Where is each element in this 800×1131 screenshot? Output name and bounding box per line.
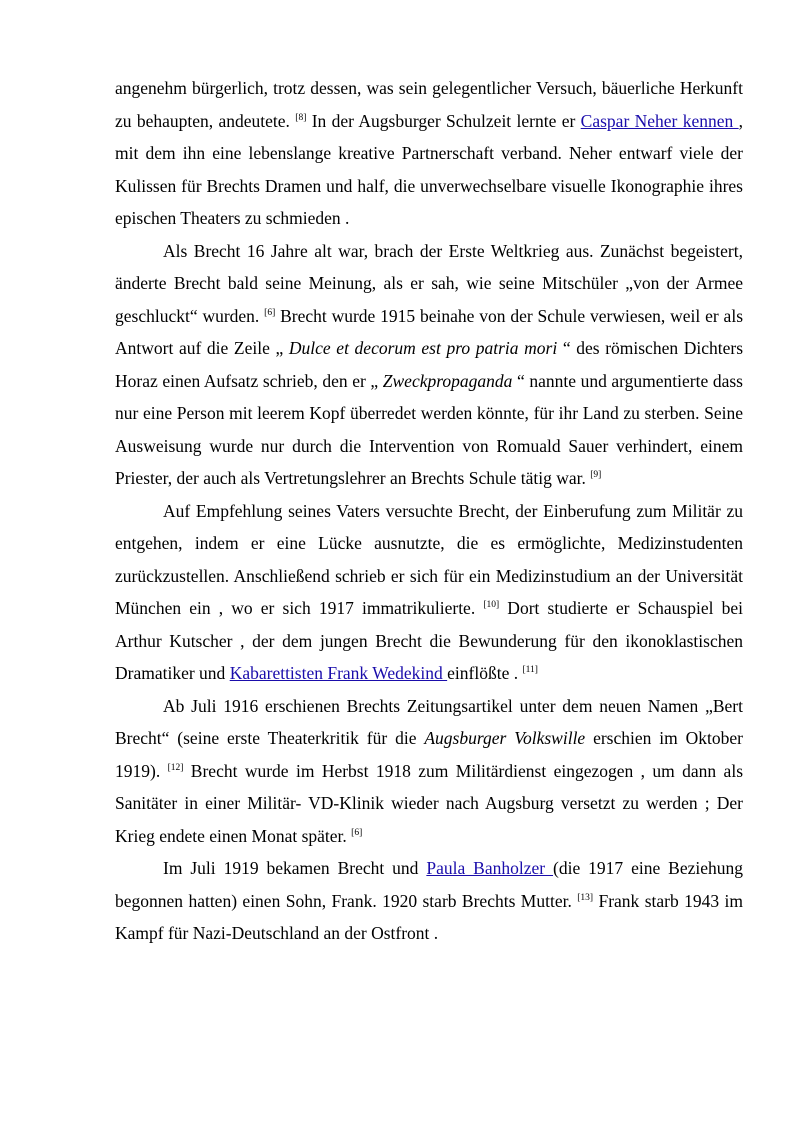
wiki-link[interactable]: Paula Banholzer (426, 858, 554, 878)
paragraph-text: Dort studierte er Schauspiel bei Arthur Kutscher , der dem jungen Brecht die Bewunderung für den ikonoklastischen Dramatiker und (115, 598, 743, 683)
paragraph-text: Ab Juli 1916 erschienen Brechts Zeitungsartikel unter dem neuen Namen „Bert Brecht“ (seine erste Theaterkritik für die (115, 695, 743, 748)
paragraph-text: (die 1917 eine Beziehung begonnen hatten) einen Sohn, Frank. 1920 starb Brechts Mutter. (115, 858, 743, 911)
paragraph-text: , mit dem ihn eine lebenslange kreative Partnerschaft verband. Neher entwarf viele der Kulissen für Brechts Dramen und half, die unverwechselbare visuelle Ikonographie ihres epischen Theaters zu schmieden . (115, 110, 743, 228)
paragraph-text: einflößte . (447, 663, 523, 683)
footnote-ref: [10] (483, 600, 500, 610)
paragraph-3 (115, 495, 743, 690)
wiki-link[interactable]: Kabarettisten Frank Wedekind (229, 663, 448, 683)
footnote-ref: [9] (590, 470, 602, 480)
paragraph-text: angenehm bürgerlich, trotz dessen, was sein gelegentlicher Versuch, bäuerliche Herkunft zu behaupten, andeutete. (115, 78, 743, 131)
footnote-ref: [11] (522, 665, 538, 675)
italic-text: Dulce et decorum est pro patria mori (288, 338, 558, 358)
footnote-ref: [6] (264, 307, 276, 318)
footnote-ref: [12] (167, 762, 184, 773)
paragraph-text: “ nannte und argumentierte dass nur eine Person mit leerem Kopf überredet werden könnte, für ihr Land zu sterben. Seine Ausweisung wurde nur durch die Intervention von Romuald Sauer verhindert, einem Priester, der auch als Vertretungslehrer an Brechts Schule tätig war. (115, 370, 743, 488)
paragraph-text: Auf Empfehlung seines Vaters versuchte Brecht, der Einberufung zum Militär zu entgehen, indem er eine Lücke ausnutzte, die es ermöglichte, Medizinstudenten zurückzustellen. Anschließend schrieb er sich für ein Medizinstudium an der Universität München ein , wo er sich 1917 immatrikulierte. (115, 500, 743, 618)
footnote-ref: [8] (295, 112, 307, 123)
italic-text: Zweckpropaganda (382, 370, 513, 391)
paragraph-4 (115, 690, 743, 853)
paragraph-text: Frank starb 1943 im Kampf für Nazi-Deutschland an der Ostfront . (115, 890, 743, 943)
paragraph-text: Brecht wurde 1915 beinahe von der Schule verwiesen, weil er als Antwort auf die Zeile „ (115, 305, 743, 358)
footnote-ref: [13] (577, 892, 594, 903)
paragraph-text: “ des römischen Dichters Horaz einen Aufsatz schrieb, den er „ (115, 338, 744, 391)
paragraph-text: Brecht wurde im Herbst 1918 zum Militärdienst eingezogen , um dann als Sanitäter in einer Militär- VD-Klinik wieder nach Augsburg versetzt zu werden ; Der Krieg endete einen Monat später. (115, 760, 743, 846)
paragraph-text: erschien im Oktober 1919). (115, 728, 743, 781)
paragraph-5 (115, 852, 743, 950)
paragraph-1 (115, 72, 743, 235)
document-body (115, 72, 743, 950)
italic-text: Augsburger Volkswille (424, 728, 586, 748)
paragraph-text: Als Brecht 16 Jahre alt war, brach der Erste Weltkrieg aus. Zunächst begeistert, änderte Brecht bald seine Meinung, als er sah, wie seine Mitschüler „von der Armee geschluckt“ wurden. (115, 240, 743, 326)
wiki-link[interactable]: Caspar Neher kennen (580, 110, 739, 131)
paragraph-2 (115, 235, 743, 495)
paragraph-text: In der Augsburger Schulzeit lernte er (306, 110, 581, 131)
footnote-ref: [6] (351, 827, 363, 838)
paragraph-text: Im Juli 1919 bekamen Brecht und (163, 858, 427, 878)
